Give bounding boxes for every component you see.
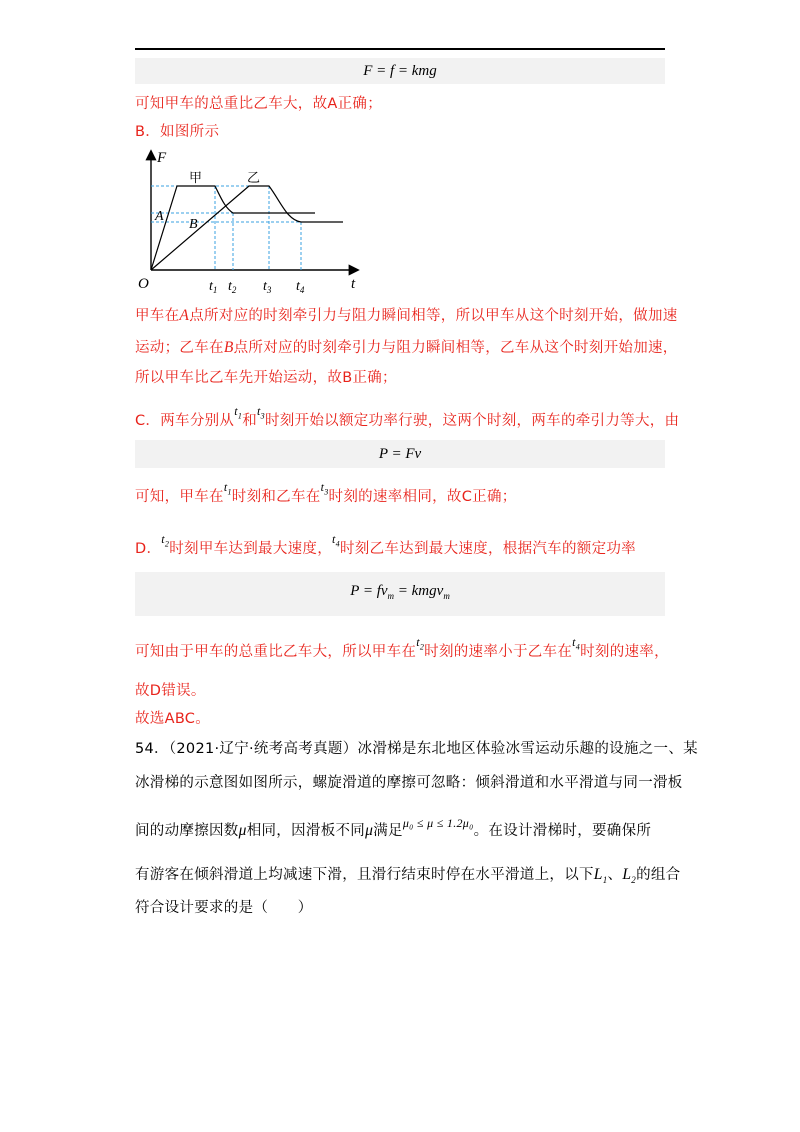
question-54-line-5: 符合设计要求的是（ ） — [135, 900, 313, 916]
top-rule — [135, 48, 665, 50]
label-point-b: B — [189, 217, 198, 232]
inline-t1-b: t1 — [223, 480, 232, 497]
answer-c-line-2: 可知，甲车在$^{t_1}$时刻和乙车在$^{t_3}$时刻的速率相同，故C正确； — [135, 480, 517, 505]
inline-t2: t2 — [161, 532, 170, 549]
label-point-a: A — [155, 209, 164, 224]
final-answer: 故选ABC。 — [135, 711, 211, 727]
inline-t4: t4 — [332, 532, 340, 549]
force-time-graph — [135, 148, 375, 298]
tick-t1: $t_1$ — [209, 279, 218, 295]
answer-c-line-1: C．两车分别从$^{t_1}$和$^{t_3}$时刻开始以额定功率行驶，这两个时刻，两车的牵引力等大，由 — [135, 404, 680, 429]
label-jia: 甲 — [189, 171, 203, 186]
inline-t3-b: t3 — [320, 480, 329, 497]
answer-b-line-1: 甲车在A点所对应的时刻牵引力与阻力瞬间相等，所以甲车从这个时刻开始，做加速 — [135, 307, 678, 324]
formula-f-equals-kmg: F = f = kmg — [363, 63, 437, 79]
inline-t2-b: t2 — [416, 635, 425, 652]
answer-d-line-1: D．$^{t_2}$时刻甲车达到最大速度，$^{t_4}$时刻乙车达到最大速度，根据汽车的额定功率 — [135, 532, 636, 557]
formula-p-fvm-kmgvm: $P = fv_m$ = kmgv$_m$ — [350, 583, 450, 601]
formula-box-1 — [135, 58, 665, 84]
formula-box-2 — [135, 440, 665, 468]
axis-label-t: t — [351, 276, 356, 292]
axis-label-f: F — [157, 150, 167, 166]
answer-d-line-2: 可知由于甲车的总重比乙车大，所以甲车在$^{t_2}$时刻的速率小于乙车在$^{t_4}$时刻的速率， — [135, 635, 669, 660]
question-54-line-1: 54．（2021·辽宁·统考高考真题）冰滑梯是东北地区体验冰雪运动乐趣的设施之一、某 — [135, 741, 698, 757]
tick-t2: $t_2$ — [228, 279, 237, 295]
answer-b-line-3: 所以甲车比乙车先开始运动，故B正确； — [135, 370, 397, 386]
mu-inequality: μ₀ ≤ μ ≤ 1.2μ₀ — [402, 816, 474, 830]
answer-a-conclusion: 可知甲车的总重比乙车大，故A正确； — [135, 96, 383, 112]
question-54-line-2: 冰滑梯的示意图如图所示，螺旋滑道的摩擦可忽略：倾斜滑道和水平滑道与同一滑板 — [135, 775, 683, 791]
origin-label: O — [138, 276, 149, 292]
inline-t1: t1 — [234, 404, 243, 421]
answer-b-line-2: 运动；乙车在B点所对应的时刻牵引力与阻力瞬间相等，乙车从这个时刻开始加速， — [135, 339, 678, 356]
formula-box-3 — [135, 572, 665, 616]
question-54-line-4: 有游客在倾斜滑道上均减速下滑，且滑行结束时停在水平滑道上，以下$L_1$、$L_2$的组合 — [135, 866, 681, 885]
answer-b-heading: B．如图所示 — [135, 124, 220, 140]
inline-t3: t3 — [257, 404, 265, 421]
label-yi: 乙 — [247, 171, 261, 186]
question-54-line-3: 间的动摩擦因数μ相同，因滑板不同μ满足$^{\mu_0 \le \mu \le 1.2\mu_0}$。在设计滑梯时，要确保所 — [135, 816, 652, 839]
tick-t3: $t_3$ — [263, 279, 272, 295]
tick-t4: $t_4$ — [296, 279, 305, 295]
curve-yi — [151, 186, 343, 270]
inline-t4-b: t4 — [572, 635, 581, 652]
formula-p-equals-fv: P = Fv — [378, 446, 422, 462]
answer-d-line-3: 故D错误。 — [135, 683, 206, 699]
